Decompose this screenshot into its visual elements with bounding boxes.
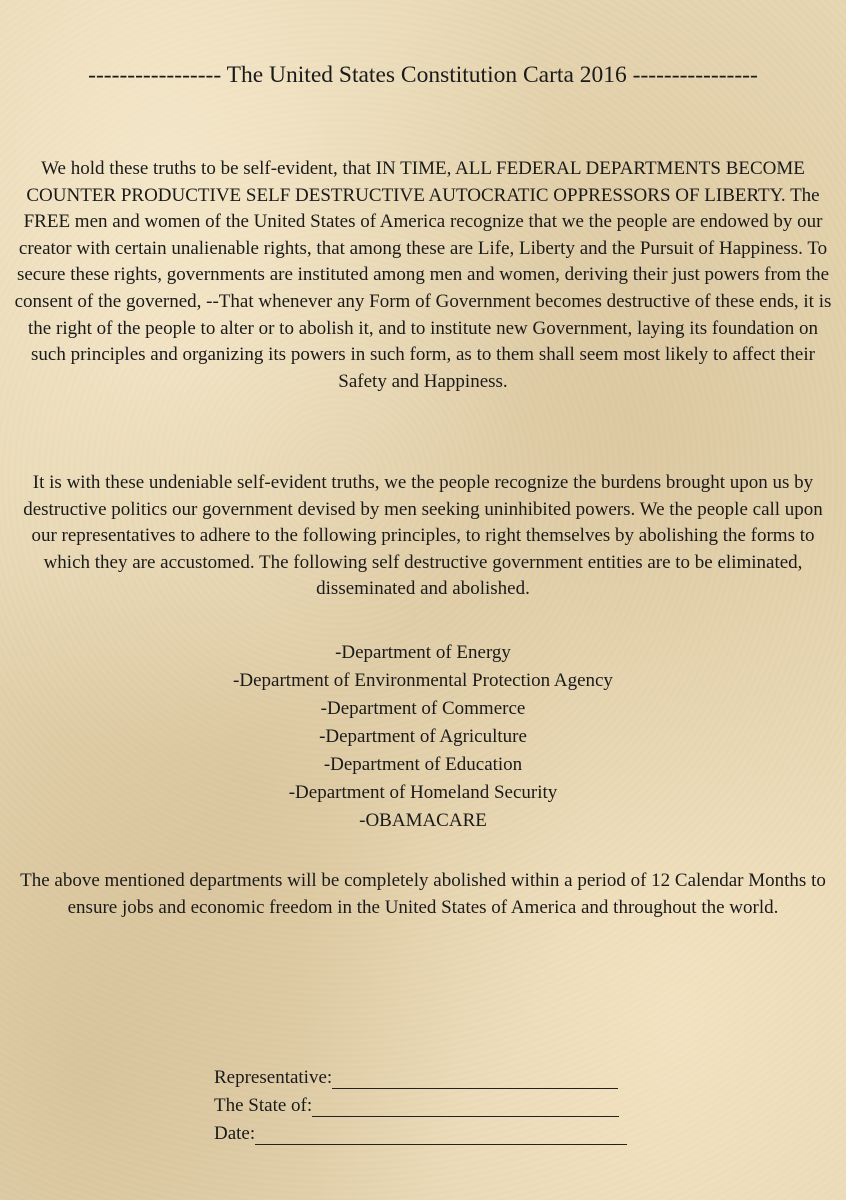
list-item: -Department of Energy [335,642,511,663]
list-item: -Department of Education [323,754,523,775]
state-line [312,1096,619,1117]
state-label: The State of: [214,1095,313,1116]
department-list [0,639,846,835]
representative-row [214,1064,627,1092]
list-item: -Department of Commerce [320,698,526,719]
document-title: ----------------- The United States Constitution Carta 2016 ---------------- [88,62,758,88]
list-item: -OBAMACARE [359,810,487,831]
signature-block [214,1064,627,1148]
state-row [214,1092,627,1120]
paragraph-declaration: We hold these truths to be self-evident, that IN TIME, ALL FEDERAL DEPARTMENTS BECOME COUNTER PRODUCTIVE SELF DESTRUCTIVE AUTOCRATIC OPPRESSORS OF LIBERTY. The FREE men and women of the United States of America recognize that we the people are endowed by our creator with certain unalienable rights, that among these are Life, Liberty and the Pursuit of Happiness. To secure these rights, governments are instituted among men and women, deriving their just powers from the consent of the governed, --That whenever any Form of Government becomes destructive of these ends, it is the right of the people to alter or to abolish it, and to institute new Government, laying its foundation on such principles and organizing its powers in such form, as to them shall seem most likely to affect their Safety and Happiness. [14,158,832,392]
list-item: -Department of Environmental Protection Agency [233,670,613,691]
date-row [214,1120,627,1148]
paragraph-principles: It is with these undeniable self-evident truths, we the people recognize the burdens brought upon us by destructive politics our government devised by men seeking uninhibited powers. We the people call upon our representatives to adhere to the following principles, to right themselves by abolishing the forms to which they are accustomed. The following self destructive government entities are to be eliminated, disseminated and abolished. [23,472,823,600]
list-item: -Department of Homeland Security [288,782,558,803]
list-item: -Department of Agriculture [319,726,527,747]
date-label: Date: [214,1123,256,1144]
representative-label: Representative: [214,1067,333,1088]
representative-line [332,1068,618,1089]
date-line [255,1124,627,1145]
paragraph-conclusion: The above mentioned departments will be completely abolished within a period of 12 Calendar Months to ensure jobs and economic freedom in the United States of America and throughout the world. [20,870,826,918]
